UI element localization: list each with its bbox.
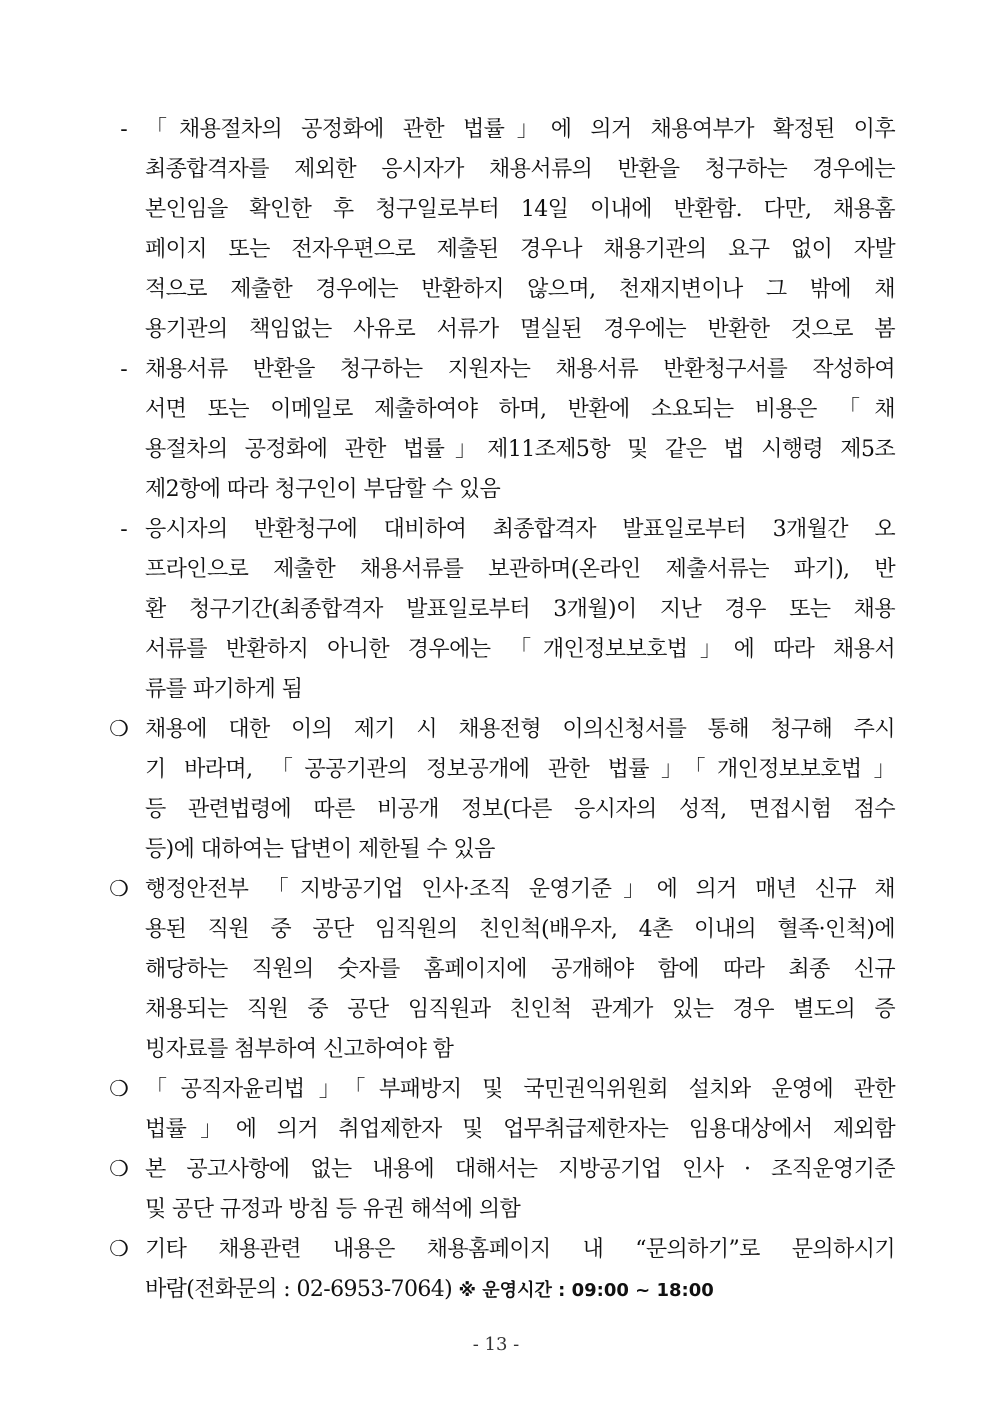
text-line: 채용되는 직원 중 공단 임직원과 친인척 관계가 있는 경우 별도의 증 [145, 997, 895, 1022]
text-line: 프라인으로 제출한 채용서류를 보관하며(온라인 제출서류는 파기), 반 [145, 557, 895, 582]
text-line: 법률」에 의거 취업제한자 및 업무취급제한자는 임용대상에서 제외함 [145, 1117, 895, 1142]
text-line: 용된 직원 중 공단 임직원의 친인척(배우자, 4촌 이내의 혈족·인척)에 [145, 917, 895, 942]
text-line: 「채용절차의 공정화에 관한 법률」에 의거 채용여부가 확정된 이후 [145, 117, 895, 142]
text-line: 기 바라며, 「공공기관의 정보공개에 관한 법률」「개인정보보호법」 [145, 757, 895, 782]
text-line: 제2항에 따라 청구인이 부담할 수 있음 [145, 477, 501, 502]
page-number: - 13 - [472, 1334, 520, 1355]
dash-marker: - [120, 517, 128, 542]
operating-hours-text: ※ 운영시간 : 09:00 ~ 18:00 [458, 1280, 714, 1301]
circle-bullet-icon: ❍ [109, 717, 129, 742]
text-line: 적으로 제출한 경우에는 반환하지 않으며, 천재지변이나 그 밖에 채 [145, 277, 895, 302]
text-line: 등 관련법령에 따른 비공개 정보(다른 응시자의 성적, 면접시험 점수 [145, 797, 895, 822]
text-line: 용절차의 공정화에 관한 법률」제11조제5항 및 같은 법 시행령 제5조 [145, 437, 895, 462]
text-line: 응시자의 반환청구에 대비하여 최종합격자 발표일로부터 3개월간 오 [145, 517, 895, 542]
text-line: 서면 또는 이메일로 제출하여야 하며, 반환에 소요되는 비용은 「채 [145, 397, 895, 422]
circle-bullet-icon: ❍ [109, 1077, 129, 1102]
text-line: 해당하는 직원의 숫자를 홈페이지에 공개해야 함에 따라 최종 신규 [145, 957, 895, 982]
text-line: 본 공고사항에 없는 내용에 대해서는 지방공기업 인사 · 조직운영기준 [145, 1157, 895, 1182]
text-line: 등)에 대하여는 답변이 제한될 수 있음 [145, 837, 495, 862]
text-line: 및 공단 규정과 방침 등 유권 해석에 의함 [145, 1197, 521, 1222]
text-line: 기타 채용관련 내용은 채용홈페이지 내 “문의하기”로 문의하시기 [145, 1237, 895, 1262]
text-line: 페이지 또는 전자우편으로 제출된 경우나 채용기관의 요구 없이 자발 [145, 237, 895, 262]
dash-marker: - [120, 357, 128, 382]
text-line: 「공직자윤리법」「부패방지 및 국민권익위원회 설치와 운영에 관한 [145, 1077, 895, 1102]
text-line: 행정안전부 「지방공기업 인사·조직 운영기준」에 의거 매년 신규 채 [145, 877, 895, 902]
text-line: 채용서류 반환을 청구하는 지원자는 채용서류 반환청구서를 작성하여 [145, 357, 895, 382]
circle-bullet-icon: ❍ [109, 1157, 129, 1182]
text-line: 서류를 반환하지 아니한 경우에는 「개인정보보호법」에 따라 채용서 [145, 637, 895, 662]
circle-bullet-icon: ❍ [109, 1237, 129, 1262]
text-line: 빙자료를 첨부하여 신고하여야 함 [145, 1037, 454, 1062]
contact-line [145, 1270, 895, 1310]
dash-marker: - [120, 117, 128, 142]
phone-contact-text: 바람(전화문의 : 02-6953-7064) [145, 1277, 453, 1302]
circle-bullet-icon: ❍ [109, 877, 129, 902]
text-line: 본인임을 확인한 후 청구일로부터 14일 이내에 반환함. 다만, 채용홈 [145, 197, 895, 222]
text-line: 용기관의 책임없는 사유로 서류가 멸실된 경우에는 반환한 것으로 봄 [145, 317, 895, 342]
text-line: 채용에 대한 이의 제기 시 채용전형 이의신청서를 통해 청구해 주시 [145, 717, 895, 742]
text-line: 최종합격자를 제외한 응시자가 채용서류의 반환을 청구하는 경우에는 [145, 157, 895, 182]
text-line: 환 청구기간(최종합격자 발표일로부터 3개월)이 지난 경우 또는 채용 [145, 597, 895, 622]
text-line: 류를 파기하게 됨 [145, 677, 303, 702]
